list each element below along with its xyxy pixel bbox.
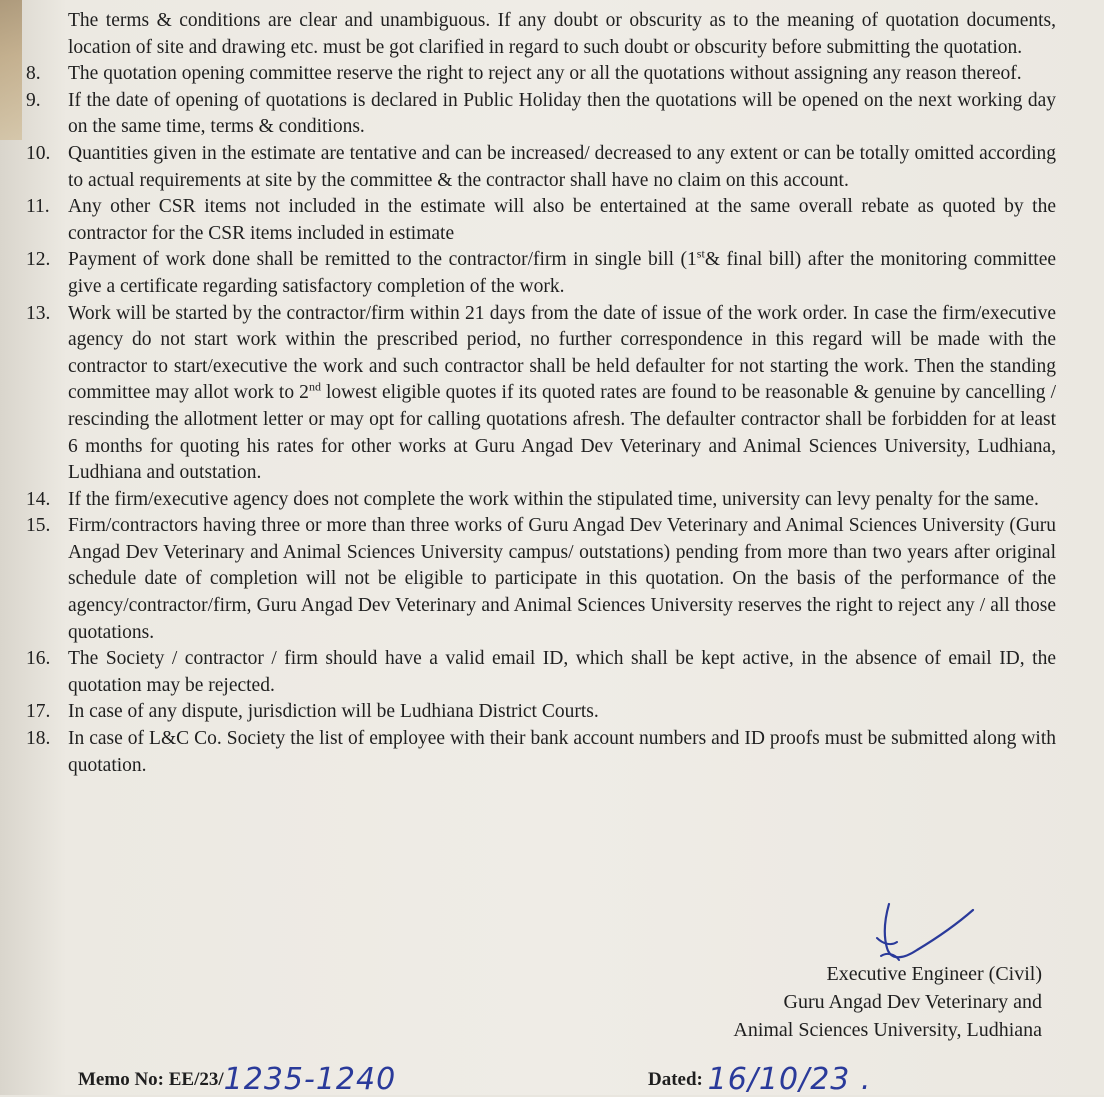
clause-text: The quotation opening committee reserve the right to reject any or all the quotations without assigning any reason thereof. <box>68 63 1022 85</box>
memo-label: Memo No: EE/23/ <box>78 1069 224 1090</box>
clause-text-part: Work will be started by the contractor/firm within 21 days from the date of issue of the work order. In case the firm/executive agency do not start work within the prescribed period, no further correspondence in this regard will be made with the contractor to start/executive the work and such contractor shall be held defaulter for not starting the work. Then the standing committee may allot work to 2 <box>68 302 1056 404</box>
ordinal-superscript: st <box>696 246 705 261</box>
clause-item <box>26 88 1056 141</box>
clause-number: 10. <box>26 142 51 164</box>
signatory-block <box>733 960 1042 1044</box>
page-edge-shadow <box>0 0 22 140</box>
clause-item <box>26 487 1056 514</box>
terms-document <box>26 8 1056 779</box>
clause-list <box>26 61 1056 779</box>
memo-number <box>78 1058 397 1097</box>
dated-handwritten-date: 16/10/23 . <box>707 1062 872 1097</box>
clause-number: 18. <box>26 728 51 750</box>
signatory-org-line: Guru Angad Dev Veterinary and <box>783 991 1042 1013</box>
clause-number: 9. <box>26 89 41 111</box>
signatory-title: Executive Engineer (Civil) <box>826 963 1042 985</box>
clause-item <box>26 141 1056 194</box>
clause-number: 17. <box>26 701 51 723</box>
clause-text: The Society / contractor / firm should have a valid email ID, which shall be kept active, in the absence of email ID, the quotation may be rejected. <box>68 648 1056 696</box>
clause-number: 16. <box>26 648 51 670</box>
clause-item <box>26 513 1056 646</box>
clause-item <box>26 194 1056 247</box>
clause-text: In case of any dispute, jurisdiction will be Ludhiana District Courts. <box>68 701 599 723</box>
clause-text: If the date of opening of quotations is declared in Public Holiday then the quotations will be opened on the next working day on the same time, terms & conditions. <box>68 89 1056 138</box>
clause-text-part: & final bill) after the monitoring committee give a certificate regarding satisfactory completion of the work. <box>68 249 1056 297</box>
clause-number: 13. <box>26 302 51 324</box>
clause-text: Firm/contractors having three or more than three works of Guru Angad Dev Veterinary and Animal Sciences University (Guru Angad Dev Veterinary and Animal Sciences University campus/ outstations) pending from more than two years after original schedule date of completion will not be eligible to participate in this quotation. On the basis of the performance of the agency/contractor/firm, Guru Angad Dev Veterinary and Animal Sciences University reserves the right to reject any / all those quotations. <box>68 515 1056 643</box>
clause-item <box>26 301 1056 487</box>
clause-number: 8. <box>26 63 41 85</box>
clause-text: If the firm/executive agency does not complete the work within the stipulated time, university can levy penalty for the same. <box>68 488 1039 510</box>
clause-item <box>26 699 1056 726</box>
clause-item <box>26 61 1056 88</box>
clause-number: 14. <box>26 488 51 510</box>
memo-handwritten-number: 1235-1240 <box>223 1062 397 1097</box>
clause-text: Quantities given in the estimate are tentative and can be increased/ decreased to any extent or can be totally omitted according to actual requirements at site by the committee & the contractor shall have no claim on this account. <box>68 142 1056 191</box>
dated-label: Dated: <box>648 1069 703 1090</box>
clause-text <box>68 301 1056 487</box>
clause-item <box>26 247 1056 300</box>
clause-7-continuation: The terms & conditions are clear and unambiguous. If any doubt or obscurity as to the meaning of quotation documents, location of site and drawing etc. must be got clarified in regard to such doubt or obscurity before submitting the quotation. <box>68 10 1056 58</box>
clause-text-part: lowest eligible quotes if its quoted rates are found to be reasonable & genuine by cancelling / rescinding the allotment letter or may opt for calling quotations afresh. The defaulter contractor shall be forbidden for at least 6 months for quoting his rates for other works at Guru Angad Dev Veterinary and Animal Sciences University, Ludhiana, Ludhiana and outstation. <box>68 382 1057 484</box>
clause-text-part: Payment of work done shall be remitted to the contractor/firm in single bill (1 <box>68 249 697 271</box>
signatory-org-line: Animal Sciences University, Ludhiana <box>733 1019 1042 1041</box>
clause-text <box>68 247 1056 300</box>
clause-text: Any other CSR items not included in the estimate will also be entertained at the same overall rebate as quoted by the contractor for the CSR items included in estimate <box>68 196 1056 244</box>
clause-item <box>26 726 1056 779</box>
clause-text: In case of L&C Co. Society the list of employee with their bank account numbers and ID proofs must be submitted along with quotation. <box>68 728 1056 776</box>
dated-field <box>648 1058 872 1097</box>
clause-number: 15. <box>26 515 51 537</box>
clause-number: 11. <box>26 196 50 218</box>
clause-item <box>26 646 1056 699</box>
ordinal-superscript: nd <box>308 379 321 394</box>
clause-number: 12. <box>26 249 51 271</box>
